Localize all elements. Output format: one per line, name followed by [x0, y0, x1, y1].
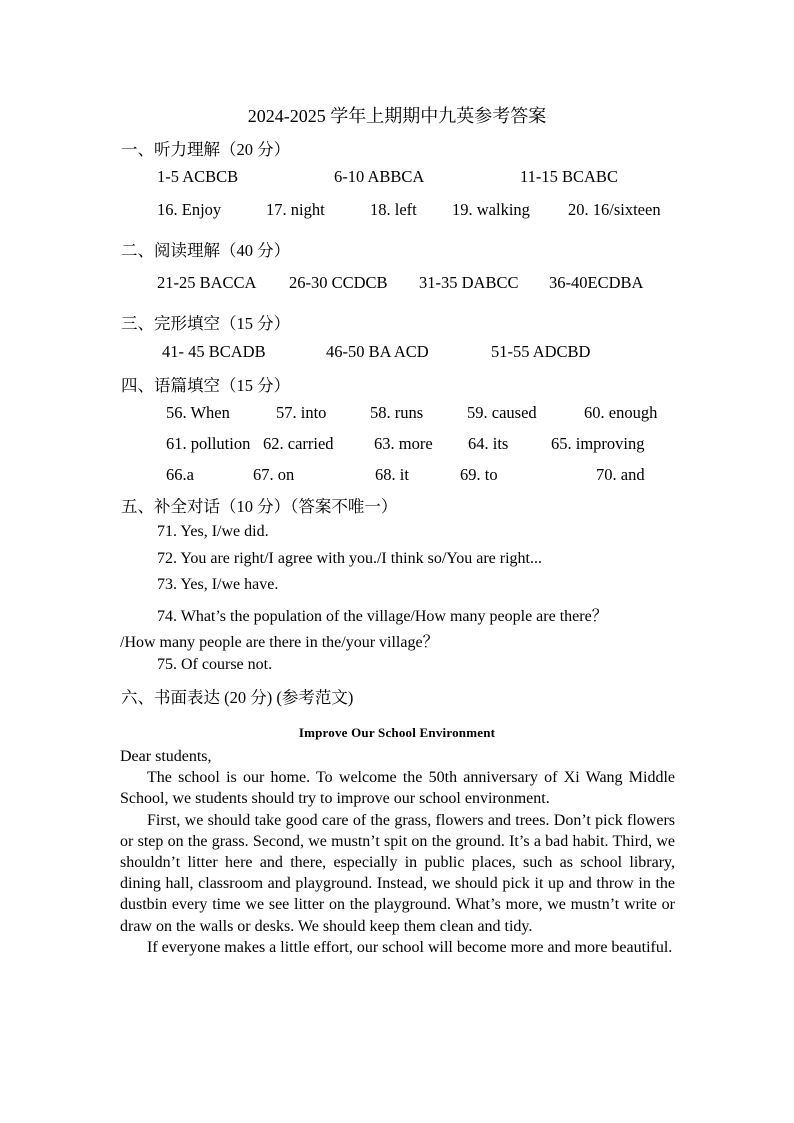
- answer-36-40: 36-40ECDBA: [549, 273, 644, 292]
- answer-1-5: 1-5 ACBCB: [157, 167, 239, 186]
- answer-51-55: 51-55 ADCBD: [491, 342, 591, 361]
- essay-greeting: Dear students,: [120, 748, 212, 765]
- answer-46-50: 46-50 BA ACD: [326, 342, 429, 361]
- answer-20: 20. 16/sixteen: [568, 200, 661, 219]
- answer-68: 68. it: [375, 465, 409, 484]
- answer-73: 73. Yes, I/we have.: [157, 576, 279, 593]
- answer-21-25: 21-25 BACCA: [157, 273, 257, 292]
- section-heading-dialogue: 五、补全对话（10 分）（答案不唯一）: [121, 497, 398, 516]
- section-heading-passage: 四、语篇填空（15 分）: [121, 376, 291, 395]
- answer-11-15: 11-15 BCABC: [520, 167, 618, 186]
- answer-16: 16. Enjoy: [157, 200, 222, 219]
- section-heading-listening: 一、听力理解（20 分）: [121, 140, 291, 159]
- answer-64: 64. its: [468, 434, 509, 453]
- answer-59: 59. caused: [467, 403, 537, 422]
- answer-70: 70. and: [596, 465, 645, 484]
- essay-paragraph-2: First, we should take good care of the grass, flowers and trees. Don’t pick flowers or step on the grass. Second, we mustn’t spit on the ground. It’s a bad habit. Third, we shouldn’t litter here and there, especially in public places, such as school library, dining hall, classroom and playground. Instead, we should pick it up and throw in the dustbin every time we see litter on the playground. What’s more, we mustn’t write or draw on the walls or desks. We should keep them clean and tidy.: [120, 811, 675, 935]
- answer-65: 65. improving: [551, 434, 645, 453]
- answer-69: 69. to: [460, 465, 498, 484]
- answer-31-35: 31-35 DABCC: [419, 273, 519, 292]
- answer-41-45: 41- 45 BCADB: [162, 342, 266, 361]
- answer-6-10: 6-10 ABBCA: [334, 167, 425, 186]
- answer-72: 72. You are right/I agree with you./I think so/You are right...: [157, 550, 542, 567]
- answer-58: 58. runs: [370, 403, 424, 422]
- answer-19: 19. walking: [452, 200, 530, 219]
- answer-60: 60. enough: [584, 403, 658, 422]
- answer-71: 71. Yes, I/we did.: [157, 523, 269, 540]
- essay-paragraph-1: The school is our home. To welcome the 50th anniversary of Xi Wang Middle School, we students should try to improve our school environment.: [120, 769, 675, 808]
- answer-61: 61. pollution: [166, 434, 251, 453]
- answer-56: 56. When: [166, 403, 230, 422]
- page-title: 2024-2025 学年上期期中九英参考答案: [247, 106, 547, 126]
- answer-66: 66.a: [166, 465, 194, 484]
- section-heading-reading: 二、阅读理解（40 分）: [121, 241, 291, 260]
- answer-62: 62. carried: [263, 434, 334, 453]
- answer-18: 18. left: [370, 200, 417, 219]
- answer-26-30: 26-30 CCDCB: [289, 273, 388, 292]
- answer-74-line1: 74. What’s the population of the village/How many people are there？: [157, 608, 608, 625]
- answer-75: 75. Of course not.: [157, 656, 273, 673]
- essay-body: [120, 746, 675, 958]
- section-heading-writing: 六、书面表达 (20 分) (参考范文): [121, 688, 354, 707]
- section-heading-cloze: 三、完形填空（15 分）: [121, 314, 291, 333]
- essay-paragraph-3: If everyone makes a little effort, our school will become more and more beautiful.: [147, 938, 673, 956]
- answer-57: 57. into: [276, 403, 327, 422]
- essay-title: Improve Our School Environment: [298, 725, 496, 740]
- answer-67: 67. on: [253, 465, 295, 484]
- answer-74-line2: /How many people are there in the/your village？: [120, 634, 439, 651]
- answer-17: 17. night: [266, 200, 325, 219]
- answer-63: 63. more: [374, 434, 433, 453]
